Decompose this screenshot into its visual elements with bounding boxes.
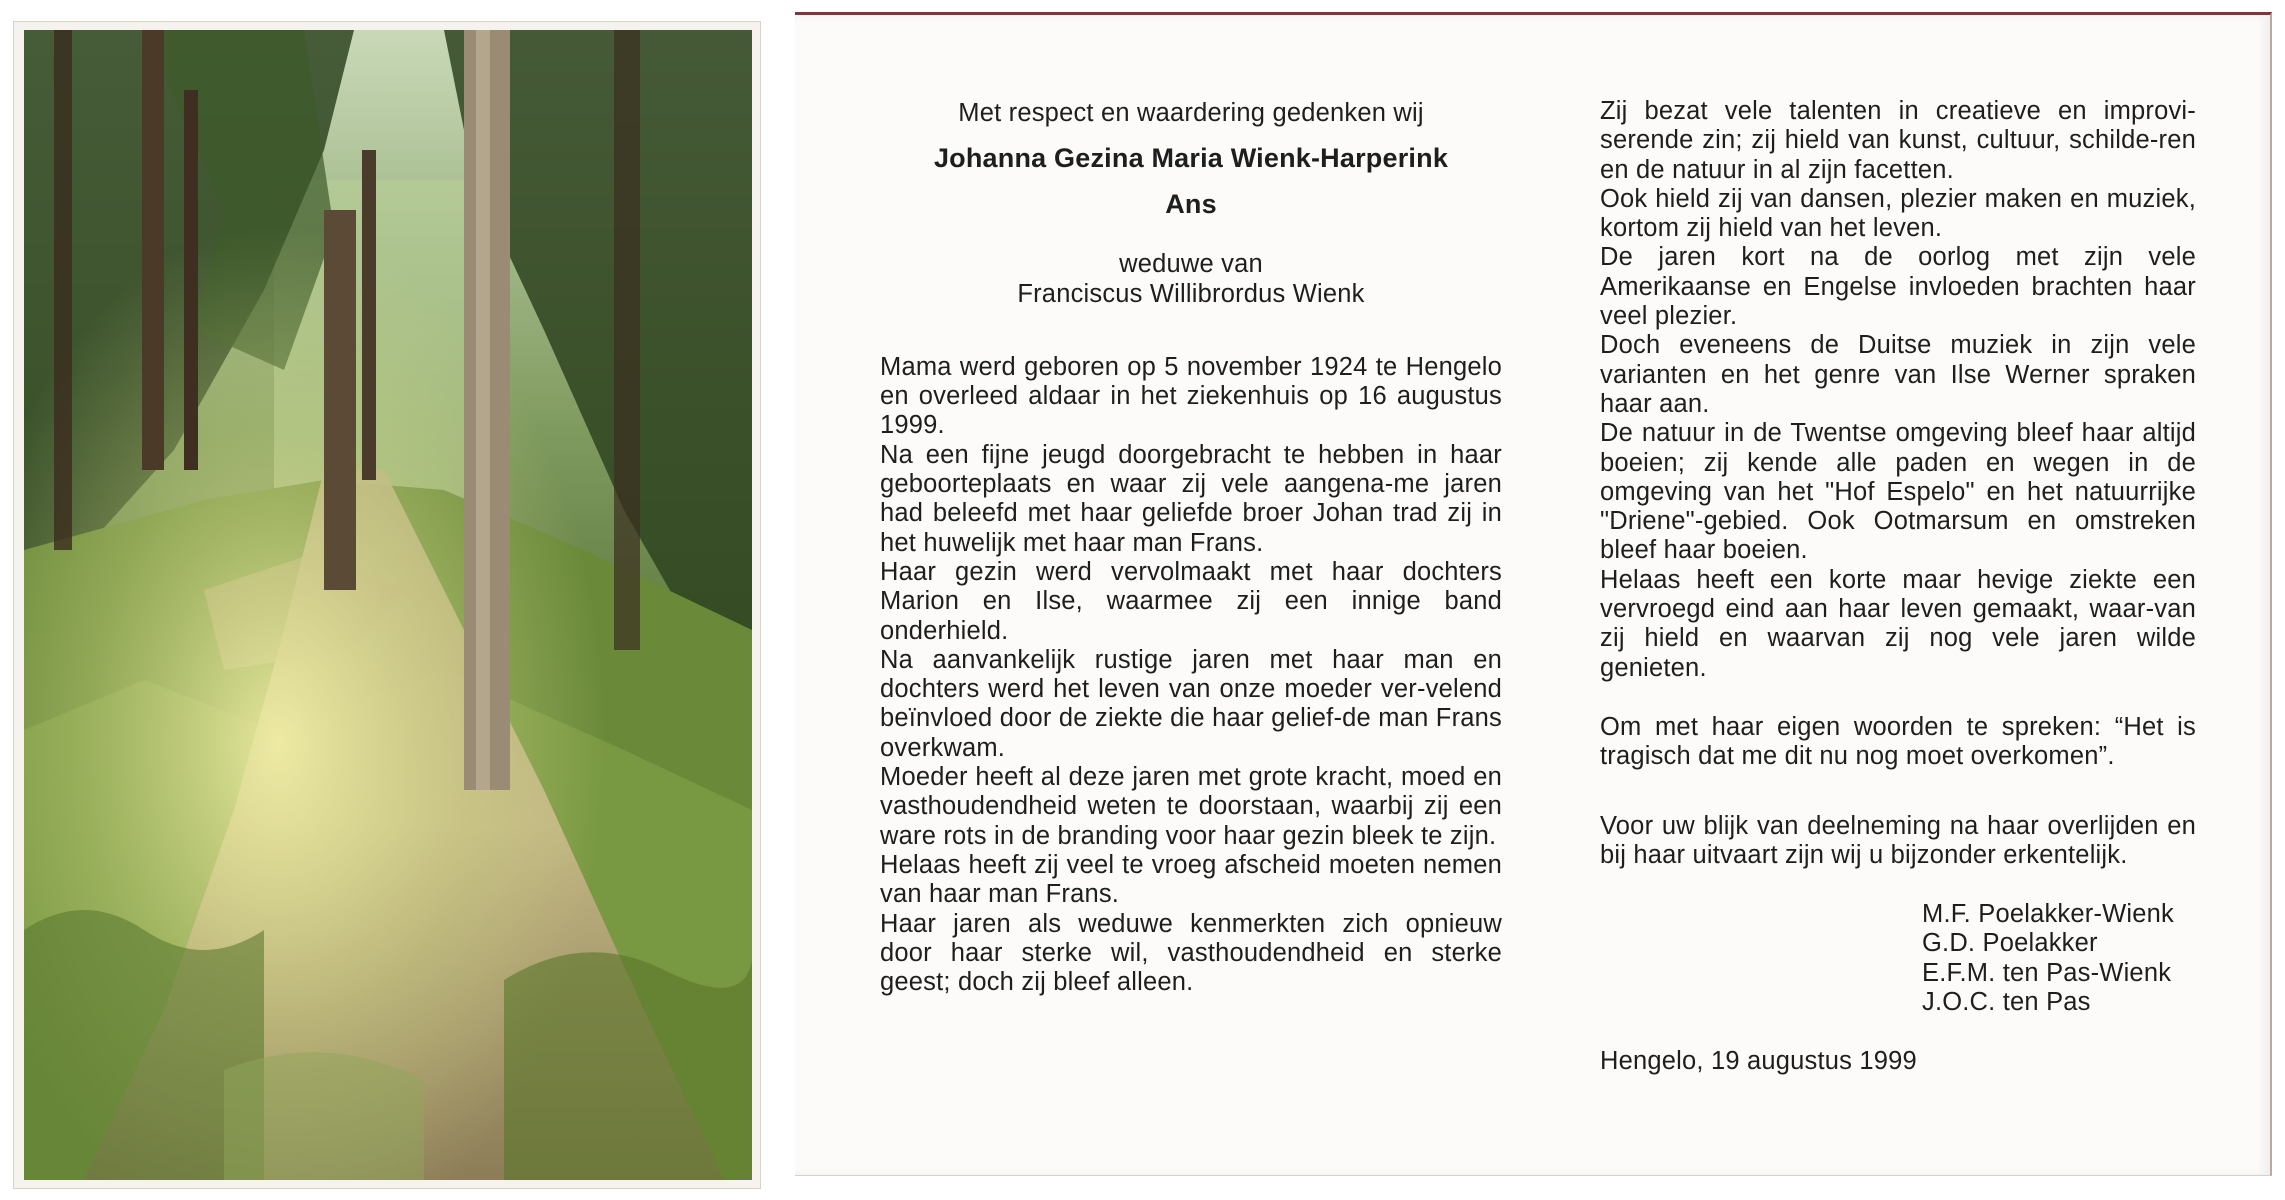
right-text-column	[1600, 97, 2196, 1077]
biography-paragraph: Helaas heeft een korte maar hevige ziekte een vervroegd eind aan haar leven gemaakt, waar-van zij hield en waarvan zij nog vele jaren wilde genieten.	[1600, 565, 2196, 682]
deceased-nickname: Ans	[1165, 189, 1217, 220]
biography-paragraph: Moeder heeft al deze jaren met grote kracht, moed en vasthoudendheid weten te doorstaan, waarbij zij een ware rots in de branding voor haar gezin bleek te zijn.	[880, 763, 1502, 850]
left-text-column	[880, 97, 1502, 997]
intro-line: Met respect en waardering gedenken wij	[958, 99, 1424, 127]
deceased-name: Johanna Gezina Maria Wienk-Harperink	[933, 143, 1449, 174]
biography-paragraph: Haar jaren als weduwe kenmerkten zich opnieuw door haar sterke wil, vasthoudendheid en sterke geest; doch zij bleef alleen.	[880, 909, 1502, 997]
biography-paragraph: Zij bezat vele talenten in creatieve en improvi-serende zin; zij hield van kunst, cultuur, schilde-ren en de natuur in al zijn facetten.	[1600, 97, 2196, 184]
forest-path-photo	[24, 30, 752, 1180]
photo-card	[14, 22, 760, 1188]
biography-paragraph: De natuur in de Twentse omgeving bleef haar altijd boeien; zij kende alle paden en wegen in de omgeving van het "Hof Espelo" en het natuurrijke "Driene"-gebied. Ook Ootmarsum en omstreken bleef haar boeien.	[1600, 419, 2196, 565]
quote-paragraph: Om met haar eigen woorden te spreken: “Het is tragisch dat me dit nu nog moet overkomen”.	[1600, 712, 2196, 771]
biography-paragraph: Haar gezin werd vervolmaakt met haar dochters Marion en Ilse, waarmee zij een innige band onderhield.	[880, 557, 1502, 645]
biography-paragraph: Helaas heeft zij veel te vroeg afscheid moeten nemen van haar man Frans.	[880, 850, 1502, 909]
signatory-name: E.F.M. ten Pas-Wienk	[1922, 958, 2172, 987]
biography-paragraph: Na een fijne jeugd doorgebracht te hebben in haar geboorteplaats en waar zij vele aangena-me jaren had beleefd met haar geliefde broer Johan trad zij in het huwelijk met haar man Frans.	[880, 440, 1502, 557]
biography-paragraph: De jaren kort na de oorlog met zijn vele Amerikaanse en Engelse invloeden brachten haar veel plezier.	[1600, 243, 2196, 331]
signatory-name: J.O.C. ten Pas	[1922, 988, 2091, 1017]
thanks-paragraph: Voor uw blijk van deelneming na haar overlijden en bij haar uitvaart zijn wij u bijzonder erkentelijk.	[1600, 811, 2196, 869]
signatory-name: M.F. Poelakker-Wienk	[1922, 900, 2174, 929]
widow-of-label: weduwe van	[1119, 250, 1263, 279]
text-card	[795, 12, 2272, 1176]
biography-paragraph: Ook hield zij van dansen, plezier maken en muziek, kortom zij hield van het leven.	[1600, 184, 2196, 243]
signatories-list	[1922, 900, 2196, 1017]
biography-paragraph: Na aanvankelijk rustige jaren met haar man en dochters werd het leven van onze moeder ver-velend beïnvloed door de ziekte die haar gelief-de man Frans overkwam.	[880, 645, 1502, 762]
place-date: Hengelo, 19 augustus 1999	[1600, 1047, 1917, 1076]
spouse-name: Franciscus Willibrordus Wienk	[1017, 279, 1365, 308]
signatory-name: G.D. Poelakker	[1922, 929, 2098, 958]
biography-paragraph: Doch eveneens de Duitse muziek in zijn vele varianten en het genre van Ilse Werner spraken haar aan.	[1600, 331, 2196, 418]
biography-paragraph: Mama werd geboren op 5 november 1924 te Hengelo en overleed aldaar in het ziekenhuis op 16 augustus 1999.	[880, 352, 1502, 440]
